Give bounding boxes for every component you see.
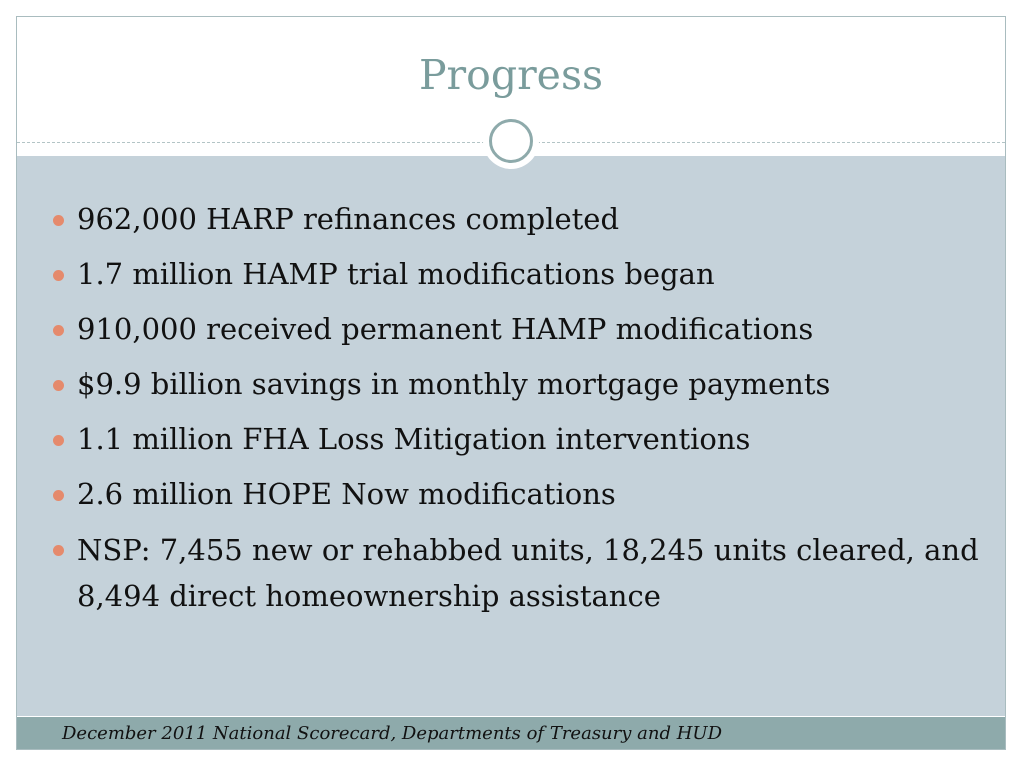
- bullet-list: [53, 197, 993, 629]
- bullet-text: NSP: 7,455 new or rehabbed units, 18,245 units cleared, and 8,494 direct homeownership assistance: [77, 533, 979, 613]
- bullet-text: 962,000 HARP refinances completed: [77, 202, 620, 236]
- bullet-item: [53, 417, 993, 462]
- bullet-item: [53, 307, 993, 352]
- slide: [16, 16, 1006, 750]
- bullet-text: $9.9 billion savings in monthly mortgage payments: [77, 367, 831, 401]
- bullet-item: [53, 527, 993, 619]
- bullet-item: [53, 197, 993, 242]
- bullet-dot-icon: [53, 380, 64, 391]
- ring-inner-circle: [489, 119, 533, 163]
- bullet-text: 1.1 million FHA Loss Mitigation interventions: [77, 422, 751, 456]
- bullet-text: 910,000 received permanent HAMP modifications: [77, 312, 814, 346]
- bullet-item: [53, 362, 993, 407]
- bullet-item: [53, 252, 993, 297]
- slide-title: Progress: [418, 51, 604, 99]
- footer-bar: [17, 717, 1005, 750]
- bullet-text: 2.6 million HOPE Now modifications: [77, 477, 616, 511]
- bullet-dot-icon: [53, 490, 64, 501]
- bullet-dot-icon: [53, 215, 64, 226]
- bullet-dot-icon: [53, 545, 64, 556]
- bullet-dot-icon: [53, 270, 64, 281]
- bullet-dot-icon: [53, 435, 64, 446]
- bullet-dot-icon: [53, 325, 64, 336]
- footer-source: December 2011 National Scorecard, Departments of Treasury and HUD: [62, 723, 723, 744]
- ring-ornament-icon: [483, 113, 539, 169]
- bullet-text: 1.7 million HAMP trial modifications began: [77, 257, 715, 291]
- bullet-item: [53, 472, 993, 517]
